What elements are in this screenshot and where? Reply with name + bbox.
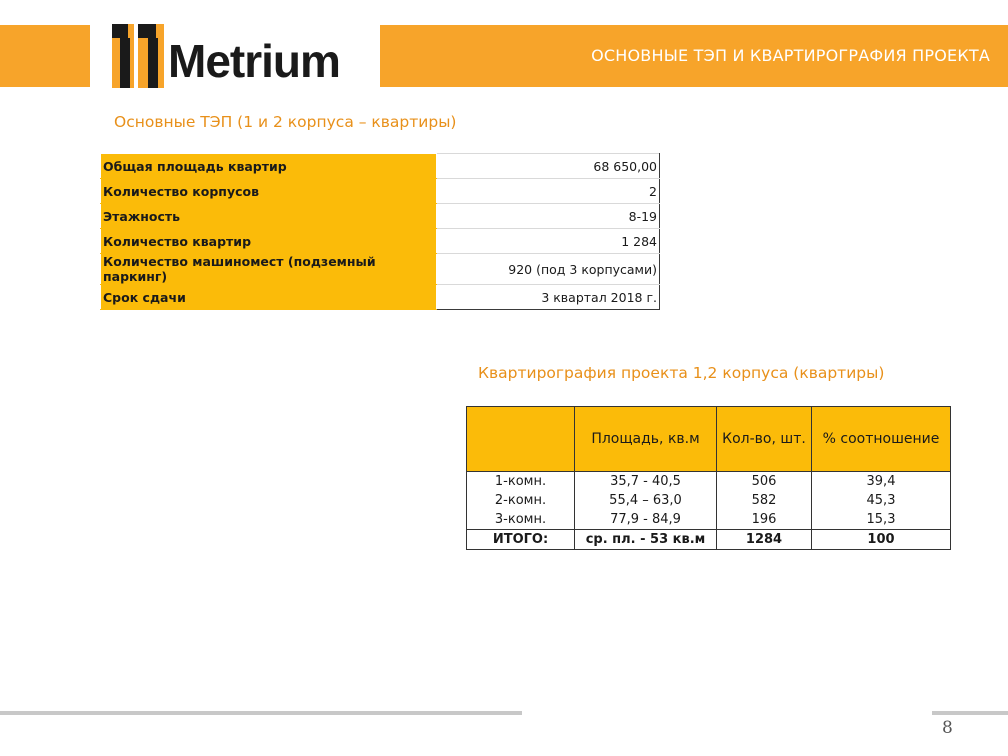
- tep-label: Этажность: [101, 204, 437, 229]
- table-cell: 1-комн.: [467, 472, 575, 492]
- table-cell: 196: [717, 510, 812, 530]
- tep-label: Количество машиномест (подземный паркинг): [101, 254, 437, 285]
- page-title: ОСНОВНЫЕ ТЭП И КВАРТИРОГРАФИЯ ПРОЕКТА: [380, 25, 1008, 87]
- table-cell: 77,9 - 84,9: [575, 510, 717, 530]
- tep-value: 8-19: [437, 204, 660, 229]
- tep-value: 920 (под 3 корпусами): [437, 254, 660, 285]
- table-header-row: [467, 407, 951, 472]
- total-cell: 100: [812, 530, 951, 550]
- header-accent-bar-left: [0, 25, 90, 87]
- column-header: [467, 407, 575, 472]
- tep-label: Количество корпусов: [101, 179, 437, 204]
- table-cell: 39,4: [812, 472, 951, 492]
- table-row: [467, 472, 951, 492]
- table-row: [467, 510, 951, 530]
- tep-section-title: Основные ТЭП (1 и 2 корпуса – квартиры): [114, 113, 457, 131]
- metrium-logo: [110, 24, 360, 88]
- metrium-logo-icon: [112, 24, 168, 88]
- table-row: [101, 179, 660, 204]
- tep-value: 2: [437, 179, 660, 204]
- column-header: % соотношение: [812, 407, 951, 472]
- apartments-section-title: Квартирография проекта 1,2 корпуса (квартиры): [478, 364, 885, 382]
- column-header: Площадь, кв.м: [575, 407, 717, 472]
- table-cell: 45,3: [812, 491, 951, 510]
- table-cell: 15,3: [812, 510, 951, 530]
- table-row: [467, 491, 951, 510]
- apartments-table: [466, 406, 951, 550]
- table-cell: 582: [717, 491, 812, 510]
- table-cell: 3-комн.: [467, 510, 575, 530]
- tep-value: 1 284: [437, 229, 660, 254]
- table-row: [101, 229, 660, 254]
- footer-divider-right: [932, 711, 1008, 715]
- tep-label: Количество квартир: [101, 229, 437, 254]
- table-total-row: [467, 530, 951, 550]
- table-cell: 55,4 – 63,0: [575, 491, 717, 510]
- table-row: [101, 254, 660, 285]
- tep-value: 3 квартал 2018 г.: [437, 285, 660, 310]
- logo-text: Metrium: [168, 35, 340, 87]
- tep-table: [100, 153, 660, 310]
- total-label: ИТОГО:: [467, 530, 575, 550]
- tep-label: Срок сдачи: [101, 285, 437, 310]
- page-number: 8: [942, 718, 953, 738]
- table-cell: 506: [717, 472, 812, 492]
- table-row: [101, 154, 660, 179]
- tep-label: Общая площадь квартир: [101, 154, 437, 179]
- table-cell: 2-комн.: [467, 491, 575, 510]
- table-cell: 35,7 - 40,5: [575, 472, 717, 492]
- footer-divider: [0, 711, 522, 715]
- table-row: [101, 204, 660, 229]
- column-header: Кол-во, шт.: [717, 407, 812, 472]
- total-cell: 1284: [717, 530, 812, 550]
- total-cell: ср. пл. - 53 кв.м: [575, 530, 717, 550]
- tep-value: 68 650,00: [437, 154, 660, 179]
- table-row: [101, 285, 660, 310]
